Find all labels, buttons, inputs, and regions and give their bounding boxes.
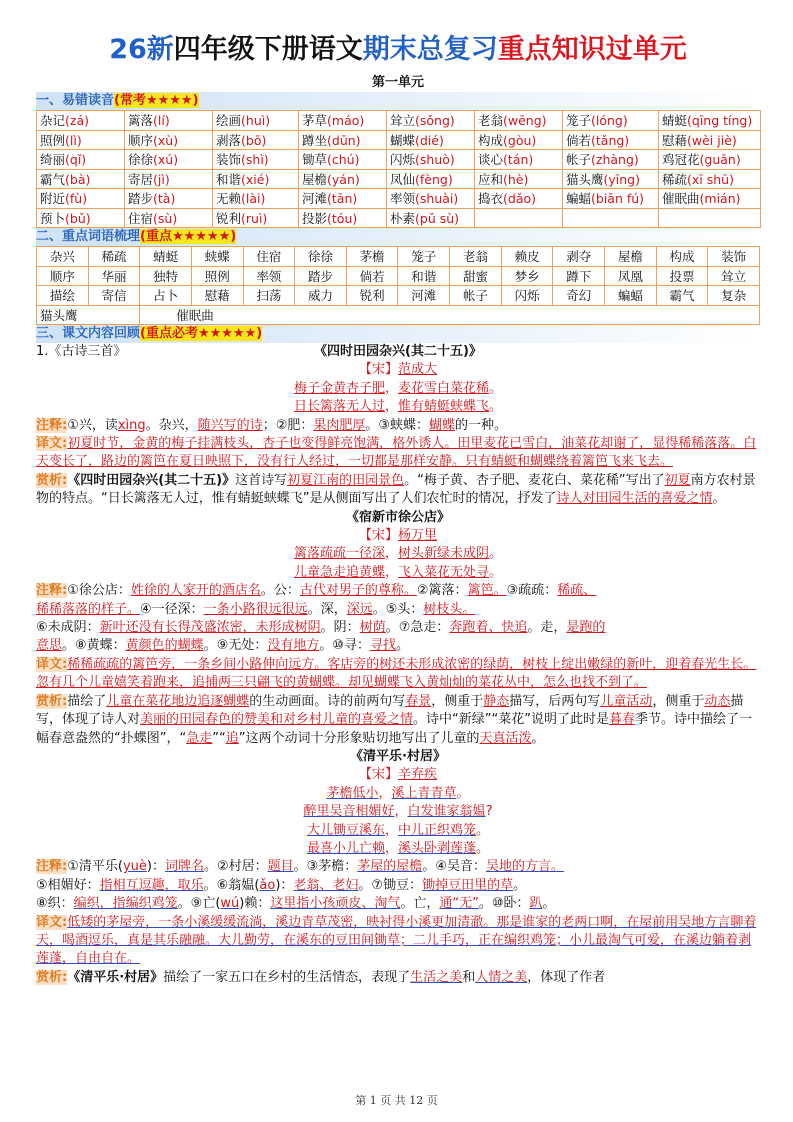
translation-text: 初夏时节，金黄的梅子挂满枝头，杏子也变得鲜亮饱满，格外诱人。田里麦花已雪白，油菜花却谢了，显得稀稀落落。白天变长了，路边的篱笆在夏日映照下，没有行人经过，一切都是那样安静。只有蜻蜓和蝴蝶绕着篱笆飞来飞去。 — [36, 436, 757, 470]
vocab-cell: 猫头鹰 — [37, 305, 140, 325]
pinyin-cell — [563, 208, 659, 228]
section-label: 三、课文内容回顾 — [36, 326, 141, 341]
pinyin-cell: 篱落(lí) — [125, 111, 213, 131]
vocab-cell: 装饰 — [708, 247, 760, 267]
plain-text: ⑥未成阴： — [36, 620, 100, 636]
analysis-label: 赏析: — [36, 969, 68, 985]
plain-text: ，侧重于 — [431, 693, 484, 709]
vocab-cell: 梦乡 — [501, 266, 553, 286]
notes-label: 注释: — [36, 859, 68, 875]
pinyin-cell: 催眠曲(mián) — [659, 189, 761, 209]
plain-text: ①徐公店： — [67, 583, 131, 599]
pinyin-cell: 投影(tóu) — [299, 208, 387, 228]
answer-text: 天真活泼 — [479, 730, 532, 746]
document-page — [36, 30, 760, 987]
plain-text: ”“ — [212, 730, 226, 746]
plain-text: 。深， — [307, 601, 347, 617]
translation-label: 译文: — [36, 914, 68, 930]
plain-text: 。④吴音： — [422, 859, 486, 875]
plain-text: 的一种。 — [455, 417, 508, 433]
poem-notes-line — [36, 601, 760, 619]
poem-notes-line — [36, 619, 760, 637]
vocab-cell: 复杂 — [708, 286, 760, 306]
vocab-cell: 住宿 — [243, 247, 295, 267]
plain-text: ⑤相媚好： — [36, 877, 100, 893]
plain-text: 。⑤头： — [372, 601, 424, 617]
plain-text: 季节。诗中描绘了一幅春意盎然的“扑蝶图”，“ — [36, 712, 753, 746]
poem-line: 溪头卧剥莲蓬 — [398, 840, 477, 856]
pinyin-cell: 照例(lì) — [37, 130, 125, 150]
plain-text: 。 — [513, 877, 527, 893]
section-tag: (重点★★★★★) — [140, 229, 237, 244]
plain-text: 南方农村景物的特点。“日长篱落无人过，惟有蜻蜓蛱蝶飞”是从侧面写出了人们农忙时的情况，抒发了 — [36, 472, 756, 507]
vocab-cell: 照例 — [191, 266, 243, 286]
vocab-cell: 河滩 — [398, 286, 450, 306]
vocab-cell: 投票 — [656, 266, 708, 286]
plain-text: 。公： — [260, 583, 300, 599]
pinyin-cell: 徐徐(xú) — [125, 150, 213, 170]
pinyin-cell: 凤仙(fèng) — [387, 169, 475, 189]
plain-text: ”这两个动词十分形象贴切地写出了儿童的 — [238, 730, 480, 746]
answer-text: 美丽的田园春色的赞美和对乡村儿童的喜爱之情 — [140, 712, 414, 728]
poem-translation — [36, 656, 760, 693]
title-part-4: 重点知识过单元 — [497, 34, 687, 65]
plain-text: 。⑨无处： — [203, 638, 268, 654]
plain-text: ②篱落： — [416, 583, 468, 599]
pinyin-cell: 茅草(máo) — [299, 111, 387, 131]
answer-text: 初夏江南的田园景色 — [287, 472, 405, 488]
plain-text: 。“梅子黄、杏子肥、麦花白、菜花稀”写出了 — [404, 472, 665, 488]
plain-text: 这首诗写 — [235, 472, 288, 488]
poem-analysis — [36, 472, 760, 509]
pinyin-row — [37, 111, 761, 131]
vocab-cell: 率领 — [243, 266, 295, 286]
poem-notes-line — [36, 895, 760, 913]
punctuation: 。 — [456, 785, 470, 801]
plain-text: ④一径深： — [140, 601, 204, 617]
vocab-cell: 屋檐 — [605, 247, 657, 267]
page-title — [36, 30, 760, 70]
vocabulary-table — [36, 246, 760, 325]
answer-text: 新叶还没有长得茂盛浓密，未形成树阴 — [99, 620, 321, 636]
plain-text: 。亡， — [400, 896, 440, 912]
vocab-cell: 占卜 — [140, 286, 192, 306]
pinyin-cell: 顺序(xù) — [125, 130, 213, 150]
pinyin-cell: 霸气(bà) — [37, 169, 125, 189]
poem-line-row — [36, 822, 760, 840]
plain-text: ③疏疏： — [506, 583, 558, 599]
answer-text: 姓徐的人家开的酒店名 — [130, 583, 261, 599]
poem-title-ref: 《四时田园杂兴(其二十五)》 — [67, 472, 236, 488]
poem-dynasty: 【宋】 — [358, 528, 398, 544]
answer-text: 趴 — [529, 896, 543, 912]
plain-text: 描绘了一家五口在乡村的生活情态，表现了 — [163, 969, 411, 985]
pinyin-cell: 慰藉(wèi jiè) — [659, 130, 761, 150]
vocab-cell: 构成 — [656, 247, 708, 267]
vocab-cell: 赖皮 — [501, 247, 553, 267]
vocab-cell: 凤凰 — [605, 266, 657, 286]
vocab-cell: 蛱蝶 — [191, 247, 243, 267]
answer-text: 树荫 — [359, 620, 386, 636]
plain-text: ；②肥： — [262, 417, 314, 433]
answer-text: 一条小路很远很远 — [203, 601, 308, 617]
plain-text: 描绘了 — [67, 693, 107, 709]
answer-text: 意思 — [36, 638, 63, 654]
pinyin-cell: 倘若(tǎng) — [563, 130, 659, 150]
vocab-cell: 奇幻 — [553, 286, 605, 306]
pinyin-cell — [475, 208, 563, 228]
pinyin-row — [37, 130, 761, 150]
vocab-cell: 慰藉 — [191, 286, 243, 306]
vocab-cell: 茅檐 — [346, 247, 398, 267]
pinyin-cell: 稀疏(xī shū) — [659, 169, 761, 189]
poem-line: 白发谁家翁媪 — [407, 804, 486, 820]
vocab-row — [37, 286, 760, 306]
punctuation: 。 — [476, 840, 490, 856]
answer-text: 奔跑着、快追 — [449, 620, 528, 636]
plain-text: 。③蛱蝶： — [365, 417, 430, 433]
answer-text: 古代对男子的尊称。 — [299, 583, 417, 599]
poem-translation — [36, 914, 760, 969]
poem-title: 《宿新市徐公店》 — [345, 509, 450, 525]
answer-text: 儿童活动 — [600, 693, 653, 709]
vocab-cell: 倘若 — [346, 266, 398, 286]
notes-label: 注释: — [36, 417, 68, 433]
pinyin-table — [36, 110, 761, 228]
section-heading-vocabulary — [36, 228, 760, 246]
poem-line-row — [36, 803, 760, 821]
answer-text: 初夏 — [664, 472, 691, 488]
plain-text: )： — [146, 859, 165, 875]
pinyin-cell: 绮丽(qǐ) — [37, 150, 125, 170]
vocab-cell: 帐子 — [450, 286, 502, 306]
plain-text: 。诗中“新绿”“菜花”说明了此时是 — [413, 712, 609, 728]
answer-text: 编织，指编织鸡笼 — [73, 896, 178, 912]
vocab-cell: 蝙蝠 — [605, 286, 657, 306]
vocab-cell: 锐利 — [346, 286, 398, 306]
pinyin-cell: 锄草(chú) — [299, 150, 387, 170]
plain-text: 。阴： — [320, 620, 360, 636]
vocab-cell: 霸气 — [656, 286, 708, 306]
poem-3-block — [36, 748, 760, 987]
answer-text: 茅屋的屋檐 — [357, 859, 423, 875]
vocab-row — [37, 266, 760, 286]
pinyin-cell: 踏步(tà) — [125, 189, 213, 209]
plain-text: 。⑩寻： — [319, 638, 371, 654]
poem-title: 《清平乐·村居》 — [350, 748, 446, 764]
pinyin-cell: 蝴蝶(dié) — [387, 130, 475, 150]
pinyin-cell: 耸立(sǒng) — [387, 111, 475, 131]
poem-line: 大儿锄豆溪东 — [306, 822, 385, 838]
vocab-cell: 杂兴 — [37, 247, 89, 267]
punctuation: ， — [394, 804, 408, 820]
plain-text: 和 — [462, 969, 476, 985]
answer-text: 蝴蝶 — [429, 417, 456, 433]
pinyin-cell: 帐子(zhàng) — [563, 150, 659, 170]
plain-text: )： — [275, 877, 294, 893]
section-tag: (常考★★★★) — [114, 93, 199, 108]
pinyin-row — [37, 150, 761, 170]
poem-dynasty: 【宋】 — [358, 767, 398, 783]
poem-line: 醉里吴音相媚好 — [303, 804, 395, 820]
answer-text: 黄颜色的蝴蝶 — [125, 638, 204, 654]
poem-notes — [36, 417, 760, 435]
poem-author: 辛弃疾 — [398, 767, 438, 783]
plain-text: 。 — [396, 638, 410, 654]
answer-text: wú — [220, 896, 240, 912]
punctuation: 。 — [476, 822, 490, 838]
plain-text: 。②村居： — [203, 859, 268, 875]
answer-text: 老翁、老妇 — [293, 877, 359, 893]
plain-text: 的生动画面。诗的前两句写 — [249, 693, 406, 709]
pinyin-cell: 河滩(tān) — [299, 189, 387, 209]
poem-line: 篱落疏疏一径深 — [293, 546, 385, 562]
plain-text: 。杂兴， — [145, 417, 198, 433]
answer-text: 人情之美 — [475, 969, 528, 985]
poem-notes — [36, 858, 760, 876]
poem-notes-line — [36, 877, 760, 895]
pinyin-cell: 住宿(sù) — [125, 208, 213, 228]
pinyin-cell: 猫头鹰(yīng) — [563, 169, 659, 189]
poem-line: 梅子金黄杏子肥 — [293, 380, 385, 396]
plain-text: 。⑦急走： — [385, 620, 450, 636]
unit-heading: 第一单元 — [371, 75, 424, 90]
poem-analysis — [36, 693, 760, 748]
pinyin-cell: 屋檐(yán) — [299, 169, 387, 189]
plain-text: 。⑨亡( — [177, 896, 221, 912]
poem-title-ref: 《清平乐·村居》 — [67, 969, 164, 985]
poem-line: 惟有蜻蜓蛱蝶飞 — [398, 399, 490, 415]
translation-text: 稀稀疏疏的篱笆旁，一条乡间小路伸向远方。客店旁的树还未形成浓密的绿荫，树枝上绽出嫩绿的新叶，迎着春光生长。忽有几个儿童嬉笑着跑来，追捕两三只翩飞的黄蝴蝶。却见蝴蝶飞入黄灿灿的菜花丛中，怎么也找不到了。 — [36, 656, 757, 691]
pinyin-cell: 蹲坐(dūn) — [299, 130, 387, 150]
pinyin-cell: 朴素(pǔ sù) — [387, 208, 475, 228]
title-part-3: 期末总复习 — [362, 34, 498, 65]
poem-line: 日长篱落无人过 — [293, 399, 385, 415]
poem-line-row — [36, 785, 760, 803]
notes-label: 注释: — [36, 583, 68, 599]
answer-text: 寻找 — [370, 638, 397, 654]
pinyin-cell: 和谐(xié) — [213, 169, 299, 189]
answer-text: 通“无” — [439, 896, 479, 912]
vocab-cell: 甜蜜 — [450, 266, 502, 286]
vocab-cell: 顺序 — [37, 266, 89, 286]
punctuation: ， — [384, 822, 398, 838]
vocab-cell: 老翁 — [450, 247, 502, 267]
poem-group-title: 1.《古诗三首》 — [36, 344, 127, 359]
section-heading-review — [36, 325, 760, 343]
plain-text: 。⑧黄蝶： — [62, 638, 126, 654]
vocab-cell: 耸立 — [708, 266, 760, 286]
pinyin-cell: 捣衣(dǎo) — [475, 189, 563, 209]
pinyin-cell: 笼子(lóng) — [563, 111, 659, 131]
section-label: 二、重点词语梳理 — [36, 229, 141, 244]
answer-text: 锄掉豆田里的草 — [422, 877, 514, 893]
vocab-cell: 剥夺 — [553, 247, 605, 267]
plain-text: ，侧重于 — [652, 693, 705, 709]
pinyin-row — [37, 189, 761, 209]
pinyin-cell: 鸡冠花(guān) — [659, 150, 761, 170]
answer-text: 儿童在菜花地边追逐蝴蝶 — [106, 693, 250, 709]
poem-line: 中儿正织鸡笼 — [398, 822, 477, 838]
pinyin-cell: 无赖(lài) — [213, 189, 299, 209]
plain-text: )赖： — [239, 896, 271, 912]
section-tag: (重点必考★★★★★) — [140, 326, 263, 341]
answer-text: 篱笆。 — [467, 583, 507, 599]
answer-text: 题目 — [267, 859, 294, 875]
plain-text: 。走， — [527, 620, 567, 636]
vocab-row — [37, 305, 760, 325]
vocab-cell: 笼子 — [398, 247, 450, 267]
vocab-cell: 华丽 — [88, 266, 140, 286]
poem-line: 溪上青青草 — [391, 785, 457, 801]
vocab-cell: 徐徐 — [295, 247, 347, 267]
poem-2-block: 《宿新市徐公店》 【宋】杨万里 篱落疏疏一径深，树头新绿未成阴。 儿童急走追黄蝶，飞入菜花无处寻。 注释:①徐公店：姓徐的人家开的酒店名。公：古代对男子的尊称。②篱落：篱笆。③疏疏：稀疏、 稀稀落落的样子。④一径深：一条小路很远很远。深，深远。⑤头：树枝头。 ⑥未成阴：新叶还没有长得茂盛浓密，未形成树阴。阴：树荫。⑦急走：奔跑着、快追。走，是跑的 意思。⑧黄蝶：黄颜色的蝴蝶。⑨无处：没有地方。⑩寻：寻找。 译文:稀稀疏疏的篱笆旁，一条乡间小路伸向远方。客店旁的树还未形成浓密的绿荫，树枝上绽出嫩绿的新叶，迎着春光生长。忽有几个儿童嬉笑着跑来，追捕两三只翩飞的黄蝴蝶。却见蝴蝶飞入黄灿灿的菜花丛中，怎么也找不到了。 赏析:描绘了儿童在菜花地边追逐蝴蝶的生动画面。诗的前两句写春景，侧重于静态描写，后两句写儿童活动，侧重于动态描写，体现了诗人对美丽的田园春色的赞美和对乡村儿童的喜爱之情。诗中“新绿”“菜花”说明了此时是暮春季节。诗中描绘了一幅春意盎然的“扑蝶图”，“急走”“追”这两个动词十分形象贴切地写出了儿童的天真活泼。 — [36, 509, 760, 748]
title-part-1: 26新 — [109, 34, 174, 65]
punctuation: ， — [378, 785, 392, 801]
poem-analysis — [36, 969, 760, 987]
poem-notes-line — [36, 637, 760, 655]
translation-label: 译文: — [36, 436, 68, 452]
answer-text: 诗人对田园生活的喜爱之情 — [556, 491, 713, 507]
translation-text: 低矮的茅屋旁，一条小溪缓缓流淌，溪边青草茂密，映衬得小溪更加清澈。那是谁家的老两口啊，在屋前用吴地方言聊着天，喝酒逗乐，真是其乐融融。大儿勤劳，在溪东的豆田间锄草；二儿手巧，正在编织鸡笼；小儿最淘气可爱，在溪边躺着剥莲蓬，自由自在。 — [36, 914, 757, 967]
vocab-cell: 蜻蜓 — [140, 247, 192, 267]
answer-text: 没有地方 — [267, 638, 320, 654]
vocab-cell: 和谐 — [398, 266, 450, 286]
analysis-label: 赏析: — [36, 693, 68, 709]
poem-line: 麦花雪白菜花稀 — [398, 380, 490, 396]
translation-label: 译文: — [36, 656, 68, 672]
poem-line: 树头新绿未成阴 — [398, 546, 490, 562]
vocab-cell: 蹲下 — [553, 266, 605, 286]
poem-line: 茅檐低小 — [326, 785, 379, 801]
plain-text: ①清平乐( — [67, 859, 123, 875]
vocab-cell: 独特 — [140, 266, 192, 286]
pinyin-row — [37, 208, 761, 228]
plain-text: ①兴，读 — [67, 417, 118, 433]
plain-text: 。 — [712, 491, 726, 507]
pinyin-cell: 谈心(tán) — [475, 150, 563, 170]
pinyin-row — [37, 169, 761, 189]
plain-text: 。 — [531, 730, 545, 746]
plain-text: 。 — [542, 896, 556, 912]
poem-line-row — [36, 840, 760, 858]
plain-text: 。⑥翁媪( — [203, 877, 260, 893]
analysis-label: 赏析: — [36, 472, 68, 488]
answer-text: 随兴写的诗 — [197, 417, 263, 433]
vocab-cell: 踏步 — [295, 266, 347, 286]
plain-text: 描写，后两句写 — [509, 693, 601, 709]
vocab-cell: 催眠曲 — [140, 305, 760, 325]
pinyin-cell: 绘画(huì) — [213, 111, 299, 131]
answer-text: 是跑的 — [566, 620, 606, 636]
section-label: 一、易错读音 — [36, 93, 115, 108]
pinyin-cell: 蜻蜓(qīng tíng) — [659, 111, 761, 131]
answer-text: 追 — [225, 730, 239, 746]
poem-1-block: 1.《古诗三首》 《四时田园杂兴(其二十五)》 【宋】范成大 梅子金黄杏子肥，麦花雪白菜花稀。 日长篱落无人过，惟有蜻蜓蛱蝶飞。 注释:①兴，读xìng。杂兴，随兴写的诗；②肥：果肉肥厚。③蛱蝶：蝴蝶的一种。 译文:初夏时节，金黄的梅子挂满枝头，杏子也变得鲜亮饱满，格外诱人。田里麦花已雪白，油菜花却谢了，显得稀稀落落。白天变长了，路边的篱笆在夏日映照下，没有行人经过，一切都是那样安静。只有蜻蜓和蝴蝶绕着篱笆飞来飞去。 赏析:《四时田园杂兴(其二十五)》这首诗写初夏江南的田园景色。“梅子黄、杏子肥、麦花白、菜花稀”写出了初夏南方农村景物的特点。“日长篱落无人过，惟有蜻蜓蛱蝶飞”是从侧面写出了人们农忙时的情况，抒发了诗人对田园生活的喜爱之情。 — [36, 343, 760, 509]
pinyin-cell: 杂记(zá) — [37, 111, 125, 131]
answer-text: 暮春 — [608, 712, 635, 728]
pinyin-cell: 剥落(bō) — [213, 130, 299, 150]
plain-text: 。⑩卧： — [478, 896, 530, 912]
answer-text: xìng — [117, 417, 146, 433]
poem-notes — [36, 582, 760, 600]
plain-text: ⑧织： — [36, 896, 74, 912]
poem-line: 儿童急走追黄蝶 — [293, 564, 385, 580]
pinyin-cell: 应和(hè) — [475, 169, 563, 189]
vocab-cell: 寄信 — [88, 286, 140, 306]
answer-text: 深远 — [346, 601, 373, 617]
answer-text: 春景 — [405, 693, 432, 709]
punctuation: ， — [384, 840, 398, 856]
answer-text: 这里指小孩顽皮、淘气 — [270, 896, 401, 912]
answer-text: 急走 — [186, 730, 213, 746]
pinyin-cell: 寄居(jì) — [125, 169, 213, 189]
answer-text: 词牌名 — [164, 859, 204, 875]
answer-text: 稀稀落落的样子。 — [36, 601, 141, 617]
poem-author: 杨万里 — [398, 528, 438, 544]
pinyin-cell: 装饰(shì) — [213, 150, 299, 170]
section-heading-pronunciation — [36, 92, 760, 110]
poem-line: 飞入菜花无处寻 — [398, 564, 490, 580]
poem-line: 最喜小儿亡赖 — [306, 840, 385, 856]
title-part-2: 四年级下册语文 — [173, 34, 363, 65]
vocab-cell: 扫荡 — [243, 286, 295, 306]
answer-text: 稀疏、 — [557, 583, 597, 599]
punctuation: ? — [485, 804, 493, 820]
plain-text: 。⑦锄豆： — [358, 877, 423, 893]
answer-text: 果肉肥厚 — [313, 417, 366, 433]
pinyin-cell: 构成(gòu) — [475, 130, 563, 150]
poem-title: 《四时田园杂兴(其二十五)》 — [314, 344, 482, 359]
answer-text: 静态 — [483, 693, 510, 709]
answer-text: 动态 — [704, 693, 731, 709]
pinyin-cell — [659, 208, 761, 228]
poem-dynasty: 【宋】 — [358, 362, 398, 378]
answer-text: ǎo — [259, 877, 276, 893]
vocab-cell: 威力 — [295, 286, 347, 306]
answer-text: yuè — [122, 859, 147, 875]
answer-text: 指相互逗趣，取乐 — [99, 877, 204, 893]
pinyin-cell: 锐利(ruì) — [213, 208, 299, 228]
vocab-cell: 描绘 — [37, 286, 89, 306]
vocab-row — [37, 247, 760, 267]
answer-text: 树枝头。 — [423, 601, 476, 617]
pinyin-cell: 率领(shuài) — [387, 189, 475, 209]
answer-text: 生活之美 — [410, 969, 463, 985]
pinyin-cell: 附近(fù) — [37, 189, 125, 209]
plain-text: ，体现了作者 — [527, 969, 606, 985]
vocab-cell: 闪烁 — [501, 286, 553, 306]
pinyin-cell: 闪烁(shuò) — [387, 150, 475, 170]
pinyin-cell: 蝙蝠(biān fú) — [563, 189, 659, 209]
poem-author: 范成大 — [398, 362, 438, 378]
poem-translation — [36, 435, 760, 472]
vocab-cell: 稀疏 — [88, 247, 140, 267]
answer-text: 吴地的方言。 — [485, 859, 564, 875]
page-footer: 第 1 页 共 12 页 — [355, 1094, 438, 1107]
plain-text: 描写，体现了诗人对 — [36, 693, 744, 728]
plain-text: 。③茅檐： — [293, 859, 358, 875]
pinyin-cell: 预卜(bǔ) — [37, 208, 125, 228]
pinyin-cell: 老翁(wēng) — [475, 111, 563, 131]
